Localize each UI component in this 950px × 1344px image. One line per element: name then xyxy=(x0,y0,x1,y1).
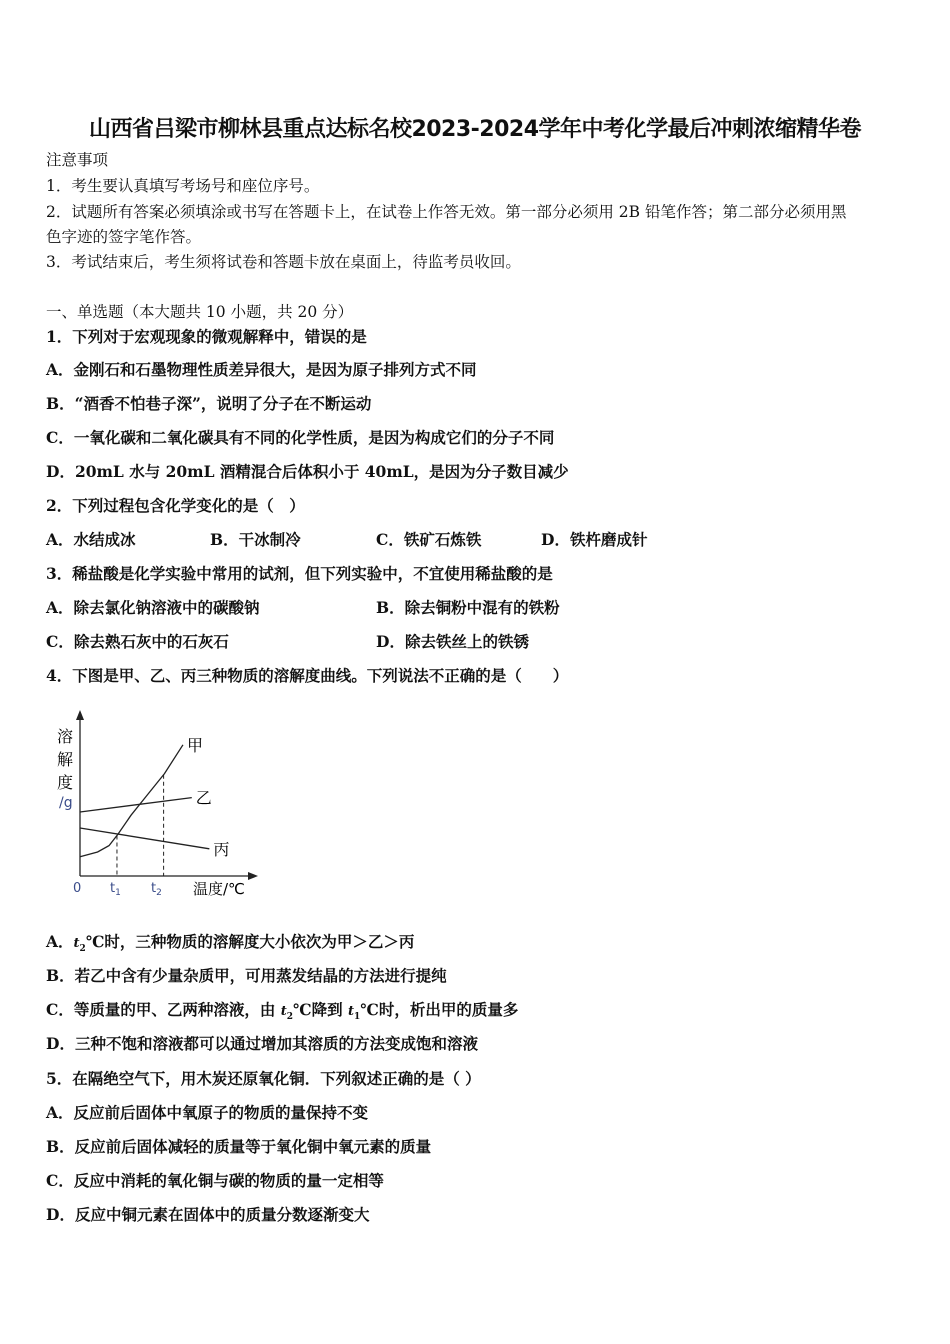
solubility-chart xyxy=(40,700,280,900)
section-heading: 一、单选题（本大题共 10 小题，共 20 分） xyxy=(46,303,354,321)
series-label: 乙 xyxy=(195,788,212,808)
notice-item: 1．考生要认真填写考场号和座位序号。 xyxy=(46,177,320,195)
q1-option-b: B．“酒香不怕巷子深”，说明了分子在不断运动 xyxy=(46,394,372,413)
q5-option-d: D．反应中铜元素在固体中的质量分数逐渐变大 xyxy=(46,1205,370,1224)
q1-option-a: A．金刚石和石墨物理性质差异很大，是因为原子排列方式不同 xyxy=(46,360,477,379)
series-label: 甲 xyxy=(186,735,203,755)
question-3-stem: 3．稀盐酸是化学实验中常用的试剂，但下列实验中，不宜使用稀盐酸的是 xyxy=(46,564,553,583)
ylabel-char: 度 xyxy=(57,773,74,792)
question-1-stem: 1．下列对于宏观现象的微观解释中，错误的是 xyxy=(46,327,367,346)
origin-label: 0 xyxy=(73,881,82,896)
notice-heading: 注意事项 xyxy=(46,151,109,169)
q3-option-d: D．除去铁丝上的铁锈 xyxy=(376,632,529,651)
q3-option-b: B．除去铜粉中混有的铁粉 xyxy=(376,598,560,617)
notice-item: 3．考试结束后，考生须将试卷和答题卡放在桌面上，待监考员收回。 xyxy=(46,253,521,271)
xtick-t1: $t_1$ xyxy=(110,881,121,898)
q2-option-d: D．铁杵磨成针 xyxy=(541,530,648,549)
question-5-stem: 5．在隔绝空气下，用木炭还原氧化铜．下列叙述正确的是（ ） xyxy=(46,1069,481,1088)
q2-option-a: A．水结成冰 xyxy=(46,530,136,549)
page-title: 山西省吕梁市柳林县重点达标名校2023-2024学年中考化学最后冲刺浓缩精华卷 xyxy=(88,117,862,142)
xtick-t2: $t_2$ xyxy=(151,881,162,898)
q2-option-b: B．干冰制冷 xyxy=(210,530,301,549)
notice-item: 2．试题所有答案必须填涂或书写在答题卡上，在试卷上作答无效。第一部分必须用 2B 铅笔作答；第二部分必须用黑 xyxy=(46,203,847,221)
y-axis-arrow-icon xyxy=(76,710,84,720)
q3-option-c: C．除去熟石灰中的石灰石 xyxy=(46,632,229,651)
ylabel-char: 溶 xyxy=(57,727,74,746)
ylabel-char: 解 xyxy=(57,750,74,769)
q2-option-c: C．铁矿石炼铁 xyxy=(376,530,482,549)
q1-option-d: D．20mL 水与 20mL 酒精混合后体积小于 40mL，是因为分子数目减少 xyxy=(46,462,569,481)
question-4-stem: 4．下图是甲、乙、丙三种物质的溶解度曲线。下列说法不正确的是（ ） xyxy=(46,666,569,685)
q3-option-a: A．除去氯化钠溶液中的碳酸钠 xyxy=(46,598,260,617)
q5-option-c: C．反应中消耗的氧化铜与碳的物质的量一定相等 xyxy=(46,1171,384,1190)
ylabel-unit: /g xyxy=(59,795,73,811)
q1-option-c: C．一氧化碳和二氧化碳具有不同的化学性质，是因为构成它们的分子不同 xyxy=(46,428,555,447)
x-axis-arrow-icon xyxy=(248,872,258,880)
q5-option-a: A．反应前后固体中氧原子的物质的量保持不变 xyxy=(46,1103,369,1122)
series-label: 丙 xyxy=(213,839,230,859)
q4-option-c: C．等质量的甲、乙两种溶液，由 $t_2℃$降到 $t_1℃$时，析出甲的质量多 xyxy=(46,1000,519,1023)
series-line-丙 xyxy=(80,828,209,849)
q4-option-b: B．若乙中含有少量杂质甲，可用蒸发结晶的方法进行提纯 xyxy=(46,966,447,985)
q5-option-b: B．反应前后固体减轻的质量等于氧化铜中氧元素的质量 xyxy=(46,1137,432,1156)
xlabel: 温度/℃ xyxy=(193,880,245,898)
question-2-stem: 2．下列过程包含化学变化的是（ ） xyxy=(46,496,305,515)
q4-option-a: A．$t_2℃$时，三种物质的溶解度大小依次为甲＞乙＞丙 xyxy=(46,932,415,955)
notice-item: 色字迹的签字笔作答。 xyxy=(46,228,202,246)
q4-option-d: D．三种不饱和溶液都可以通过增加其溶质的方法变成饱和溶液 xyxy=(46,1034,478,1053)
